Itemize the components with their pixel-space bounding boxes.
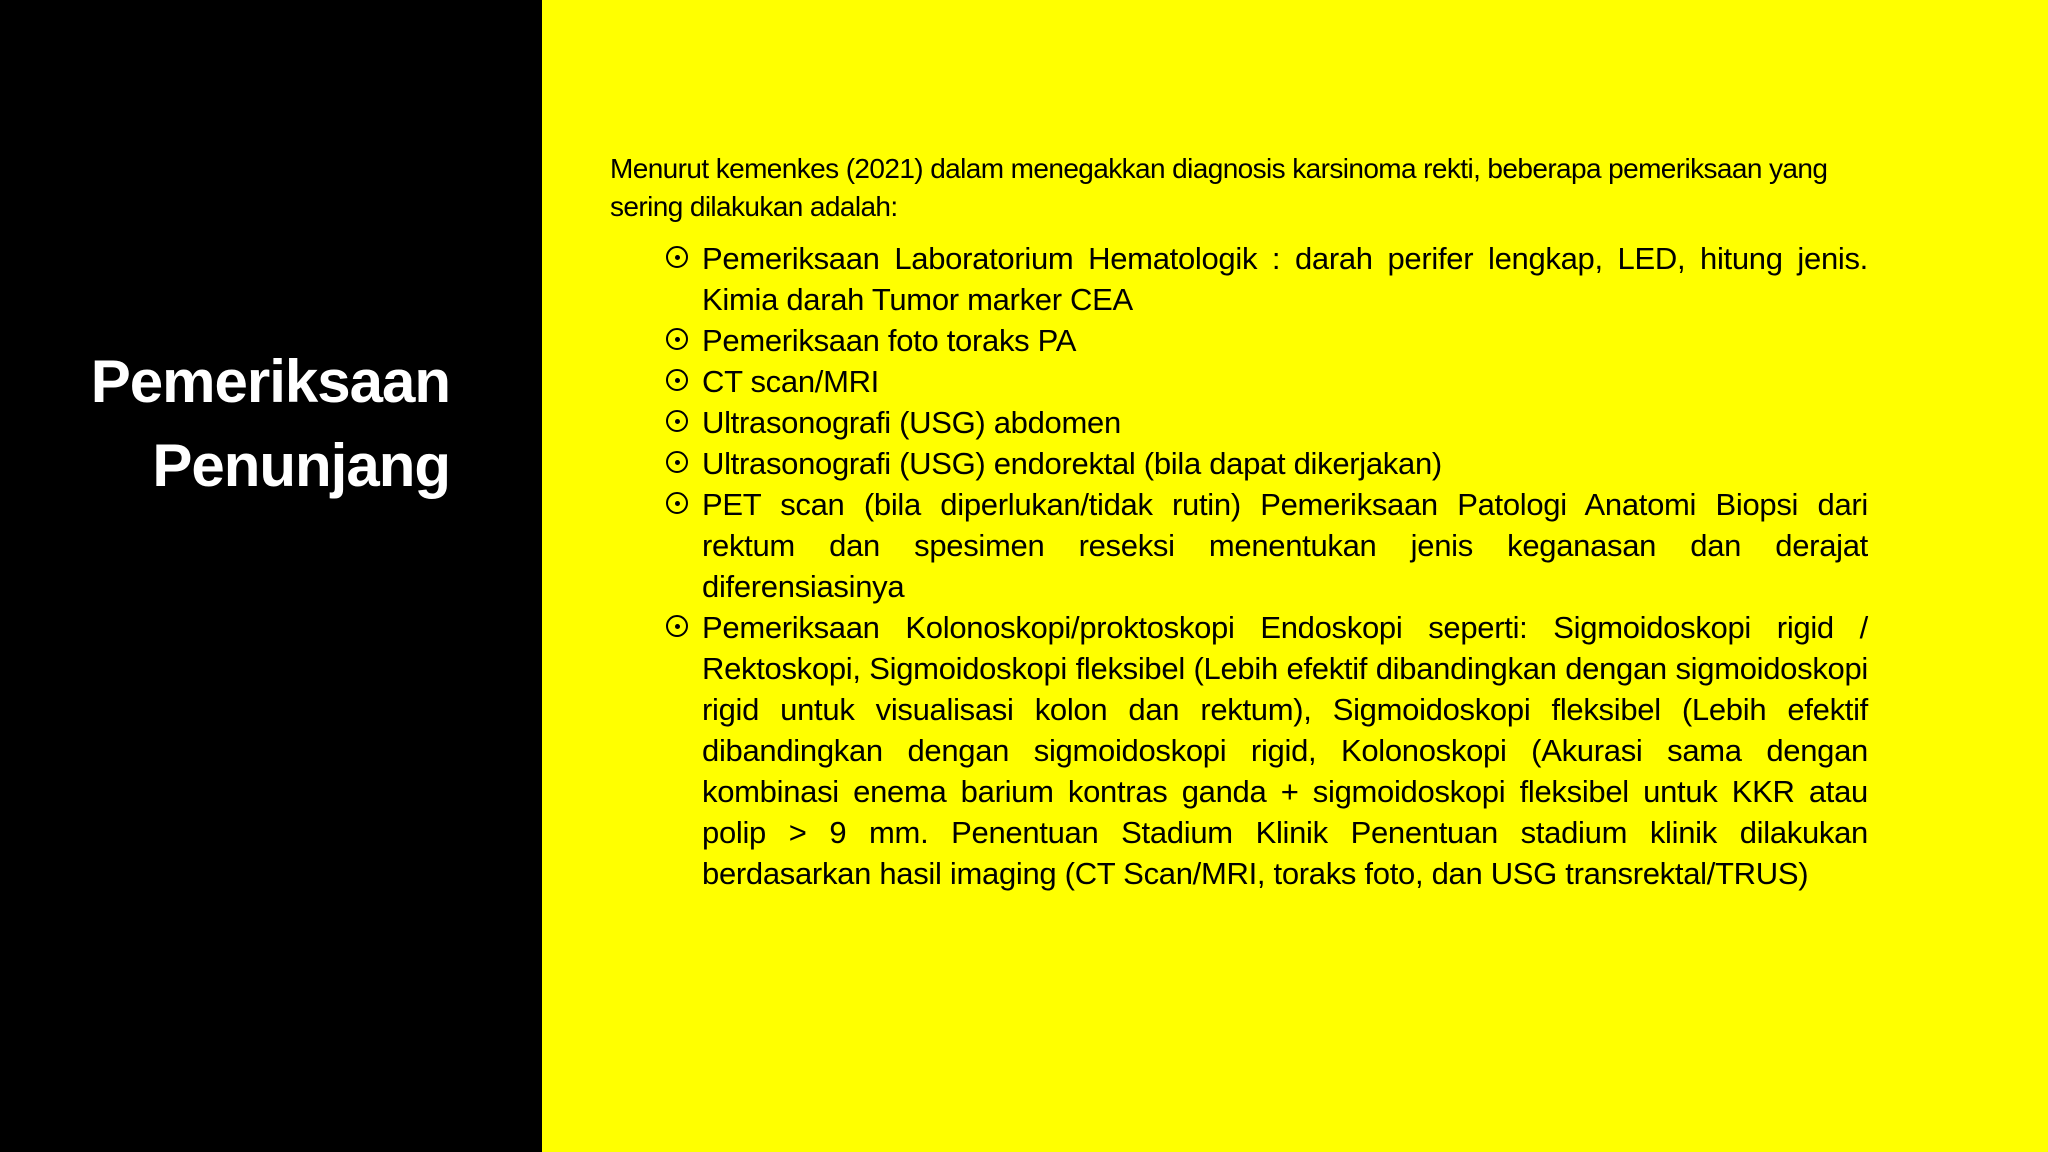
slide-title	[91, 340, 450, 508]
circled-dot-icon	[666, 492, 688, 514]
list-item-text: Ultrasonografi (USG) abdomen	[702, 405, 1121, 440]
intro-paragraph: Menurut kemenkes (2021) dalam menegakkan diagnosis karsinoma rekti, beberapa pemeriksaan yang sering dilakukan adalah:	[610, 153, 1828, 222]
list-item-text: Pemeriksaan foto toraks PA	[702, 323, 1077, 358]
circled-dot-icon	[666, 451, 688, 473]
list-item	[702, 238, 1868, 320]
list-item-text: CT scan/MRI	[702, 364, 879, 399]
slide-title-line-1: Pemeriksaan	[90, 348, 450, 415]
circled-dot-icon	[666, 246, 688, 268]
slide-title-line-2: Penunjang	[152, 432, 450, 499]
slide-body	[610, 150, 1868, 894]
circled-dot-icon	[666, 328, 688, 350]
circled-dot-icon	[666, 410, 688, 432]
left-title-panel	[0, 0, 542, 1152]
exam-list	[610, 238, 1868, 894]
list-item-text: Pemeriksaan Laboratorium Hematologik : darah perifer lengkap, LED, hitung jenis. Kimia darah Tumor marker CEA	[702, 241, 1868, 317]
list-item	[702, 320, 1868, 361]
list-item	[702, 443, 1868, 484]
list-item-text: Pemeriksaan Kolonoskopi/proktoskopi Endoskopi seperti: Sigmoidoskopi rigid / Rektoskopi, Sigmoidoskopi fleksibel (Lebih efektif dibandingkan dengan sigmoidoskopi rigid untuk visualisasi kolon dan rektum), Sigmoidoskopi fleksibel (Lebih efektif dibandingkan dengan sigmoidoskopi rigid, Kolonoskopi (Akurasi sama dengan kombinasi enema barium kontras ganda + sigmoidoskopi fleksibel untuk KKR atau polip > 9 mm. Penentuan Stadium Klinik Penentuan stadium klinik dilakukan berdasarkan hasil imaging (CT Scan/MRI, toraks foto, dan USG transrektal/TRUS)	[702, 610, 1868, 891]
list-item	[702, 402, 1868, 443]
list-item	[702, 484, 1868, 607]
circled-dot-icon	[666, 615, 688, 637]
list-item-text: Ultrasonografi (USG) endorektal (bila dapat dikerjakan)	[702, 446, 1442, 481]
list-item	[702, 361, 1868, 402]
list-item-text: PET scan (bila diperlukan/tidak rutin) Pemeriksaan Patologi Anatomi Biopsi dari rektum dan spesimen reseksi menentukan jenis keganasan dan derajat diferensiasinya	[702, 487, 1868, 604]
circled-dot-icon	[666, 369, 688, 391]
list-item	[702, 607, 1868, 894]
